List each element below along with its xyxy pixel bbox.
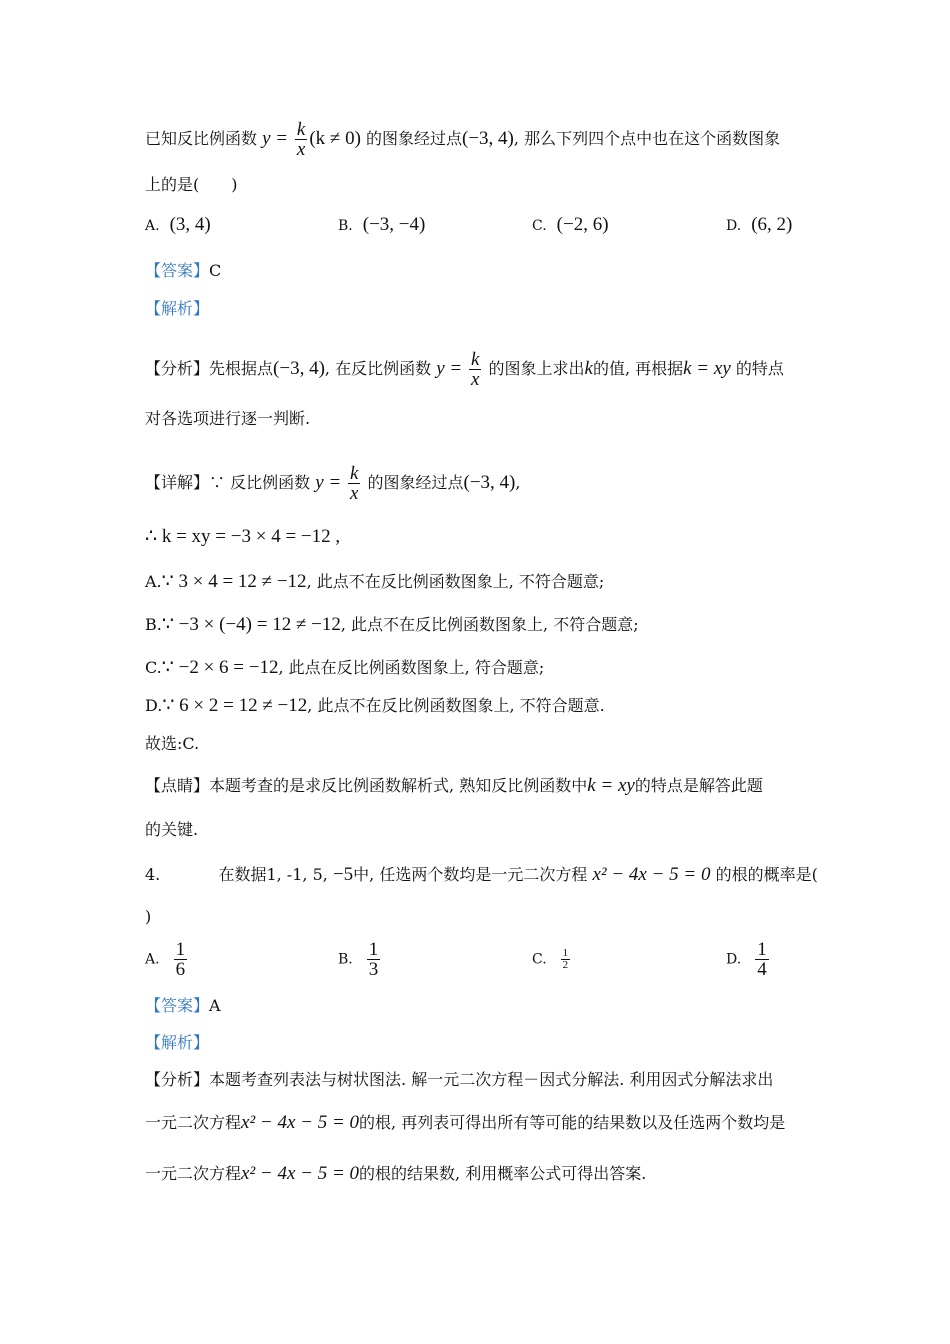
fenxi-text-c: 的图象上求出 xyxy=(488,359,585,378)
fenxi-equation: x² − 4x − 5 = 0 xyxy=(241,1112,360,1133)
option-letter: C. xyxy=(532,218,547,234)
q3-option-b xyxy=(338,214,425,236)
check-label: B. xyxy=(145,615,162,634)
fenxi-point: (−3, 4) xyxy=(273,358,325,379)
q3-check-d xyxy=(145,695,605,717)
q3-stem-line2: 上的是( ) xyxy=(145,175,238,194)
q3-choose: 故选:C. xyxy=(145,734,200,753)
q3-stem-text: 已知反比例函数 xyxy=(145,129,258,148)
option-value: (−2, 6) xyxy=(556,214,609,235)
q3-stem-point: (−3, 4) xyxy=(462,128,514,149)
fenxi-k: k xyxy=(584,358,593,379)
fenxi-text-d: 的值, 再根据 xyxy=(592,359,684,378)
fenxi-equation: x² − 4x − 5 = 0 xyxy=(241,1163,360,1184)
fenxi-text: 一元二次方程 xyxy=(145,1113,242,1132)
q4-option-d xyxy=(726,940,771,979)
xiangjie-text-c: , xyxy=(515,473,521,492)
q4-stem-text-c: 的根的概率是( xyxy=(715,865,818,884)
fenxi-kxy: k = xy xyxy=(683,358,731,379)
frac-den: x xyxy=(349,483,359,504)
frac-num: k xyxy=(470,349,480,370)
frac-den: 2 xyxy=(562,959,569,971)
frac-num: k xyxy=(349,463,359,484)
frac-den: x xyxy=(470,369,480,390)
option-fraction xyxy=(367,940,381,979)
fenxi-text: 本题考查列表法与树状图法. 解一元二次方程－因式分解法. 利用因式分解法求出 xyxy=(209,1070,774,1089)
q3-option-a xyxy=(145,214,211,236)
check-label: A. xyxy=(145,572,162,591)
fenxi-text-b: , 在反比例函数 xyxy=(324,359,432,378)
q3-check-a xyxy=(145,571,604,593)
xiangjie-text-b: 的图象经过点 xyxy=(367,473,464,492)
q4-equation: x² − 4x − 5 = 0 xyxy=(592,864,711,885)
frac-den: 3 xyxy=(368,959,379,980)
q4-fenxi-line1 xyxy=(145,1069,773,1091)
q3-stem-condition: (k ≠ 0) xyxy=(309,128,361,149)
option-fraction xyxy=(561,948,571,971)
xiangjie-text: ∵ 反比例函数 xyxy=(209,473,311,492)
dianjing-kxy: k = xy xyxy=(587,775,635,796)
fenxi-tag: 【分析】 xyxy=(145,359,210,378)
q4-analysis-tag: 【解析】 xyxy=(145,1033,210,1052)
option-letter: C. xyxy=(532,951,547,968)
q3-answer xyxy=(145,260,221,282)
fenxi-text-e: 的特点 xyxy=(735,359,784,378)
option-letter: B. xyxy=(338,218,353,234)
option-value: (3, 4) xyxy=(169,214,211,235)
option-letter: A. xyxy=(145,218,160,234)
question-number: 4. xyxy=(145,865,161,884)
fenxi-text: 一元二次方程 xyxy=(145,1164,242,1183)
option-letter: B. xyxy=(338,951,353,968)
q3-therefore-line: ∴ k = xy = −3 × 4 = −12 , xyxy=(145,526,341,547)
xiangjie-point: (−3, 4) xyxy=(463,472,516,493)
q3-dianjing-line1 xyxy=(145,775,763,797)
q4-neg5: −5 xyxy=(332,864,354,885)
q4-option-b xyxy=(338,940,382,979)
q4-stem-text: 在数据1, -1, 5, xyxy=(218,865,328,884)
q4-stem-line1 xyxy=(145,864,818,886)
frac-num: 1 xyxy=(175,939,186,960)
check-label: D. xyxy=(145,696,163,715)
q4-stem-line2: ) xyxy=(145,907,152,926)
q4-answer xyxy=(145,995,221,1017)
check-math: ∵ 6 × 2 = 12 ≠ −12 xyxy=(162,695,308,716)
answer-tag: 【答案】 xyxy=(145,261,210,280)
xiangjie-tag: 【详解】 xyxy=(145,473,210,492)
check-text: , 此点不在反比例函数图象上, 不符合题意; xyxy=(306,572,605,591)
option-letter: D. xyxy=(726,951,742,968)
option-letter: D. xyxy=(726,218,742,234)
q3-dianjing-line2: 的关键. xyxy=(145,820,199,839)
answer-value: A xyxy=(209,996,221,1015)
q4-option-c xyxy=(532,948,572,971)
frac-den: 4 xyxy=(757,959,767,980)
check-math: ∵ 3 × 4 = 12 ≠ −12 xyxy=(161,571,307,592)
frac-num: 1 xyxy=(757,939,767,960)
frac-den: 6 xyxy=(175,959,186,980)
q4-fenxi-line2 xyxy=(145,1112,785,1134)
q3-frac-den: x xyxy=(296,139,306,160)
q4-stem-text-b: 中, 任选两个数均是一元二次方程 xyxy=(353,865,588,884)
q3-stem-line1 xyxy=(145,120,780,159)
q3-analysis-tag: 【解析】 xyxy=(145,299,210,318)
fenxi-text-b: 的根的结果数, 利用概率公式可得出答案. xyxy=(359,1164,647,1183)
check-text: , 此点不在反比例函数图象上, 不符合题意; xyxy=(340,615,639,634)
fenxi-func: y = xyxy=(436,358,467,379)
q3-frac-num: k xyxy=(296,119,306,140)
q3-option-c xyxy=(532,214,609,236)
fenxi-fraction xyxy=(469,350,481,389)
fenxi-tag: 【分析】 xyxy=(145,1070,210,1089)
dianjing-text-b: 的特点是解答此题 xyxy=(634,776,763,795)
frac-num: 1 xyxy=(562,947,569,959)
q3-stem-fraction xyxy=(295,120,307,159)
q4-option-a xyxy=(145,940,189,979)
q3-fenxi-line2: 对各选项进行逐一判断. xyxy=(145,409,311,428)
check-text: , 此点不在反比例函数图象上, 不符合题意. xyxy=(307,696,605,715)
check-math: ∵ −2 × 6 = −12 xyxy=(161,657,279,678)
q3-stem-text-c: , 那么下列四个点中也在这个函数图象 xyxy=(513,129,781,148)
fenxi-text: 先根据点 xyxy=(209,359,274,378)
answer-tag: 【答案】 xyxy=(145,996,210,1015)
frac-num: 1 xyxy=(368,939,379,960)
q3-stem-text-b: 的图象经过点 xyxy=(366,129,463,148)
check-text: , 此点在反比例函数图象上, 符合题意; xyxy=(278,658,545,677)
check-label: C. xyxy=(145,658,162,677)
option-letter: A. xyxy=(145,951,160,968)
xiangjie-fraction xyxy=(348,464,360,503)
q3-option-d xyxy=(726,214,792,236)
q3-xiangjie-line1 xyxy=(145,464,520,503)
xiangjie-func: y = xyxy=(315,472,346,493)
option-value: (−3, −4) xyxy=(362,214,426,235)
dianjing-tag: 【点睛】 xyxy=(145,776,210,795)
option-value: (6, 2) xyxy=(751,214,793,235)
q3-check-b xyxy=(145,614,639,636)
option-fraction xyxy=(755,940,769,979)
fenxi-text-b: 的根, 再列表可得出所有等可能的结果数以及任选两个数均是 xyxy=(359,1113,786,1132)
q4-fenxi-line3 xyxy=(145,1163,646,1185)
q3-fenxi-line1 xyxy=(145,350,784,389)
check-math: ∵ −3 × (−4) = 12 ≠ −12 xyxy=(161,614,341,635)
answer-value: C xyxy=(209,261,222,280)
q3-check-c xyxy=(145,657,544,679)
dianjing-text: 本题考查的是求反比例函数解析式, 熟知反比例函数中 xyxy=(209,776,588,795)
q3-stem-func: y = xyxy=(262,128,293,149)
option-fraction xyxy=(174,940,188,979)
